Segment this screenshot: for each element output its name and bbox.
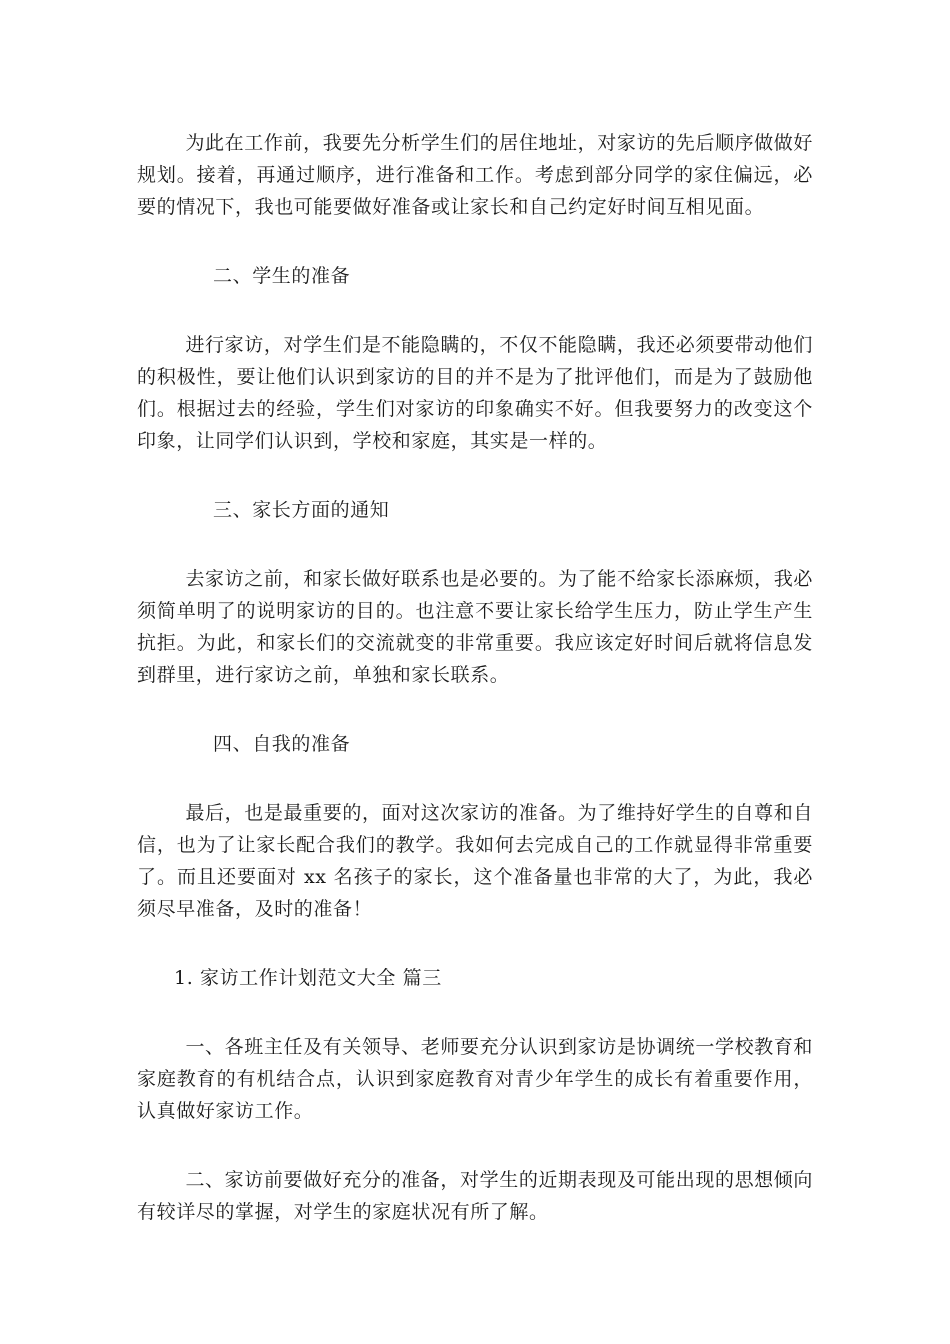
paragraph-self-preparation: 最后，也是最重要的，面对这次家访的准备。为了维持好学生的自尊和自信，也为了让家长配合我们的教学。我如何去完成自己的工作就显得非常重要了。而且还要面对 xx 名孩子的家长，这个准备量也非常的大了，为此，我必须尽早准备，及时的准备！ [137, 802, 813, 920]
section-title: 1. 家访工作计划范文大全 篇三 [174, 967, 442, 989]
paragraph-student-preparation: 进行家访，对学生们是不能隐瞒的，不仅不能隐瞒，我还必须要带动他们的积极性，要让他们认识到家访的目的并不是为了批评他们，而是为了鼓励他们。根据过去的经验，学生们对家访的印象确实不好。但我要努力的改变这个印象，让同学们认识到，学校和家庭，其实是一样的。 [137, 334, 813, 452]
paragraph-parent-notice: 去家访之前，和家长做好联系也是必要的。为了能不给家长添麻烦，我必须简单明了的说明家访的目的。也注意不要让家长给学生压力，防止学生产生抗拒。为此，和家长们的交流就变的非常重要。我应该定好时间后就将信息发到群里，进行家访之前，单独和家长联系。 [137, 568, 813, 686]
paragraph-planning: 为此在工作前，我要先分析学生们的居住地址，对家访的先后顺序做做好规划。接着，再通过顺序，进行准备和工作。考虑到部分同学的家住偏远，必要的情况下，我也可能要做好准备或让家长和自己约定好时间互相见面。 [137, 132, 813, 218]
heading-self-preparation: 四、自我的准备 [213, 733, 351, 755]
paragraph-item-two: 二、家访前要做好充分的准备，对学生的近期表现及可能出现的思想倾向有较详尽的掌握，对学生的家庭状况有所了解。 [137, 1169, 813, 1223]
document-body [137, 127, 813, 1228]
heading-student-preparation: 二、学生的准备 [213, 265, 351, 287]
heading-parent-notice: 三、家长方面的通知 [213, 499, 390, 521]
paragraph-item-one: 一、各班主任及有关领导、老师要充分认识到家访是协调统一学校教育和家庭教育的有机结合点，认识到家庭教育对青少年学生的成长有着重要作用，认真做好家访工作。 [137, 1036, 813, 1122]
